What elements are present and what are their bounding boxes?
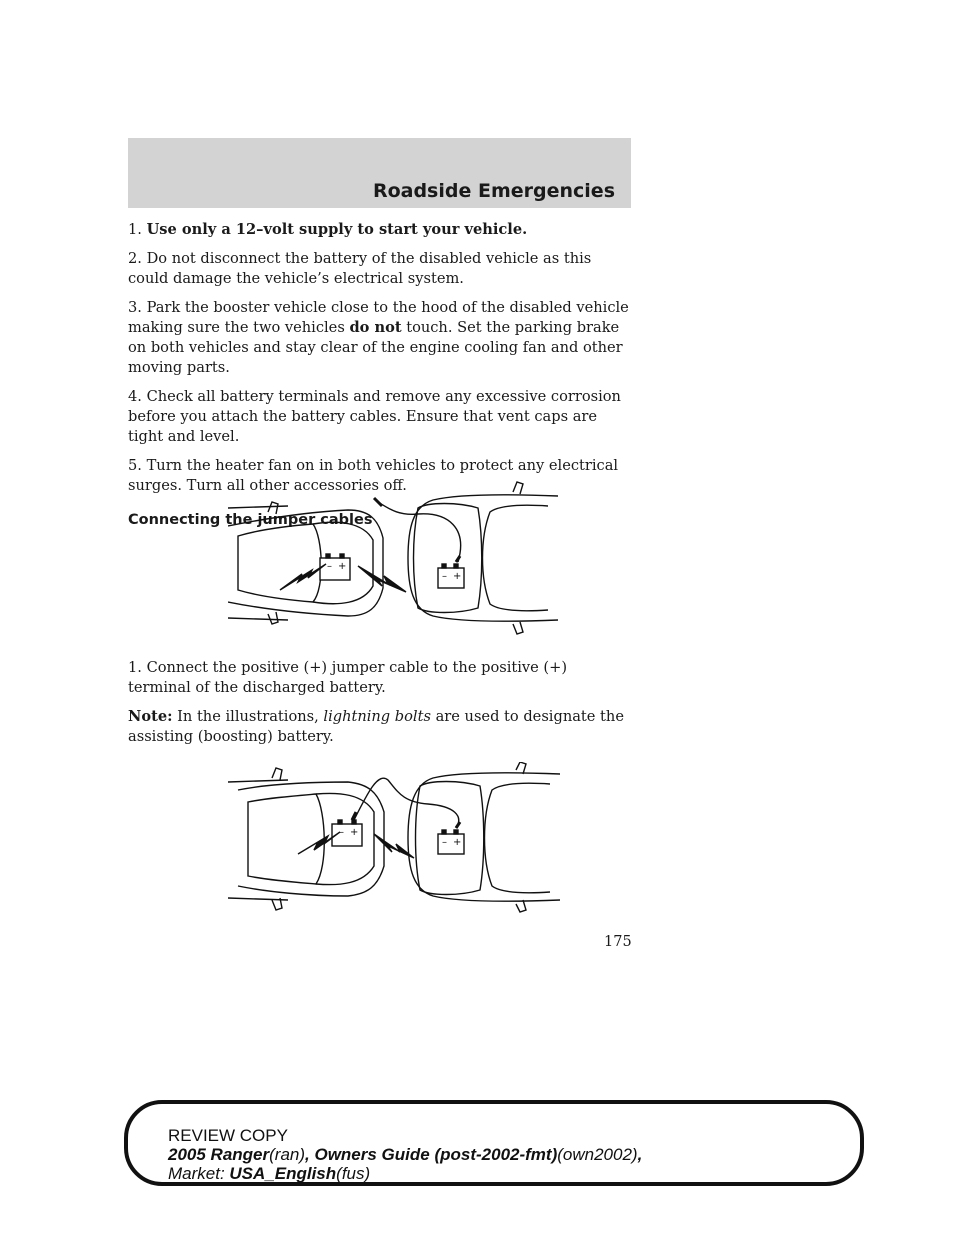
battery-plus-label: + [453, 571, 462, 582]
note-paragraph [128, 707, 633, 747]
battery-minus-label: – [442, 837, 447, 848]
note-text-post: are used to designate the assisting (boosting) battery. [128, 708, 624, 745]
jumper-illustration-2 [228, 762, 560, 914]
connect-step-block [128, 658, 633, 756]
review-copy-footer [124, 1100, 864, 1186]
footer-market: USA_English [229, 1164, 337, 1183]
footer-market-code: (fus) [336, 1164, 371, 1183]
page-number: 175 [604, 934, 632, 950]
note-italic: lightning bolts [323, 708, 431, 725]
connect-step-1: 1. Connect the positive (+) jumper cable to the positive (+) terminal of the discharged battery. [128, 659, 568, 696]
step-3-post: touch. Set the parking brake on both vehicles and stay clear of the engine cooling fan and other moving parts. [128, 319, 623, 376]
battery-plus-label: + [453, 837, 462, 848]
page-title: Roadside Emergencies [372, 180, 615, 202]
battery-plus-label: + [350, 827, 359, 838]
step-2-paragraph: 2. Do not disconnect the battery of the disabled vehicle as this could damage the vehicle’s electrical system. [128, 250, 592, 287]
footer-comma: , [637, 1145, 643, 1164]
step-3-pre: 3. Park the booster vehicle close to the hood of the disabled vehicle making sure the two vehicles [128, 299, 629, 336]
footer-model-code: (ran) [269, 1145, 306, 1164]
battery-minus-label: – [327, 561, 332, 572]
battery-plus-label: + [338, 561, 347, 572]
footer-guide-code: (own2002) [557, 1145, 638, 1164]
footer-model: 2005 Ranger [168, 1145, 270, 1164]
step-3-paragraph [128, 298, 633, 378]
footer-line-2 [168, 1145, 860, 1164]
footer-line-3 [168, 1164, 860, 1183]
note-label: Note: [128, 708, 173, 725]
battery-minus-label: – [339, 827, 344, 838]
step-3-bold: do not [349, 319, 402, 336]
step-1-paragraph [128, 220, 633, 240]
note-text-pre: In the illustrations, [172, 708, 324, 725]
step-1-bold-text: Use only a 12–volt supply to start your vehicle. [146, 221, 528, 238]
step-5-paragraph: 5. Turn the heater fan on in both vehicles to protect any electrical surges. Turn all other accessories off. [128, 457, 619, 494]
footer-line-1: REVIEW COPY [168, 1126, 288, 1145]
footer-guide: , Owners Guide (post-2002-fmt) [305, 1145, 558, 1164]
step-number: 1. [128, 221, 142, 238]
jumper-illustration-1 [228, 478, 558, 640]
step-4-paragraph: 4. Check all battery terminals and remove any excessive corrosion before you attach the battery cables. Ensure that vent caps are tight and level. [128, 388, 621, 445]
footer-market-label: Market: [168, 1164, 230, 1183]
battery-minus-label: – [442, 571, 447, 582]
header-band [128, 138, 631, 208]
section-heading: Connecting the jumper cables [128, 512, 373, 528]
